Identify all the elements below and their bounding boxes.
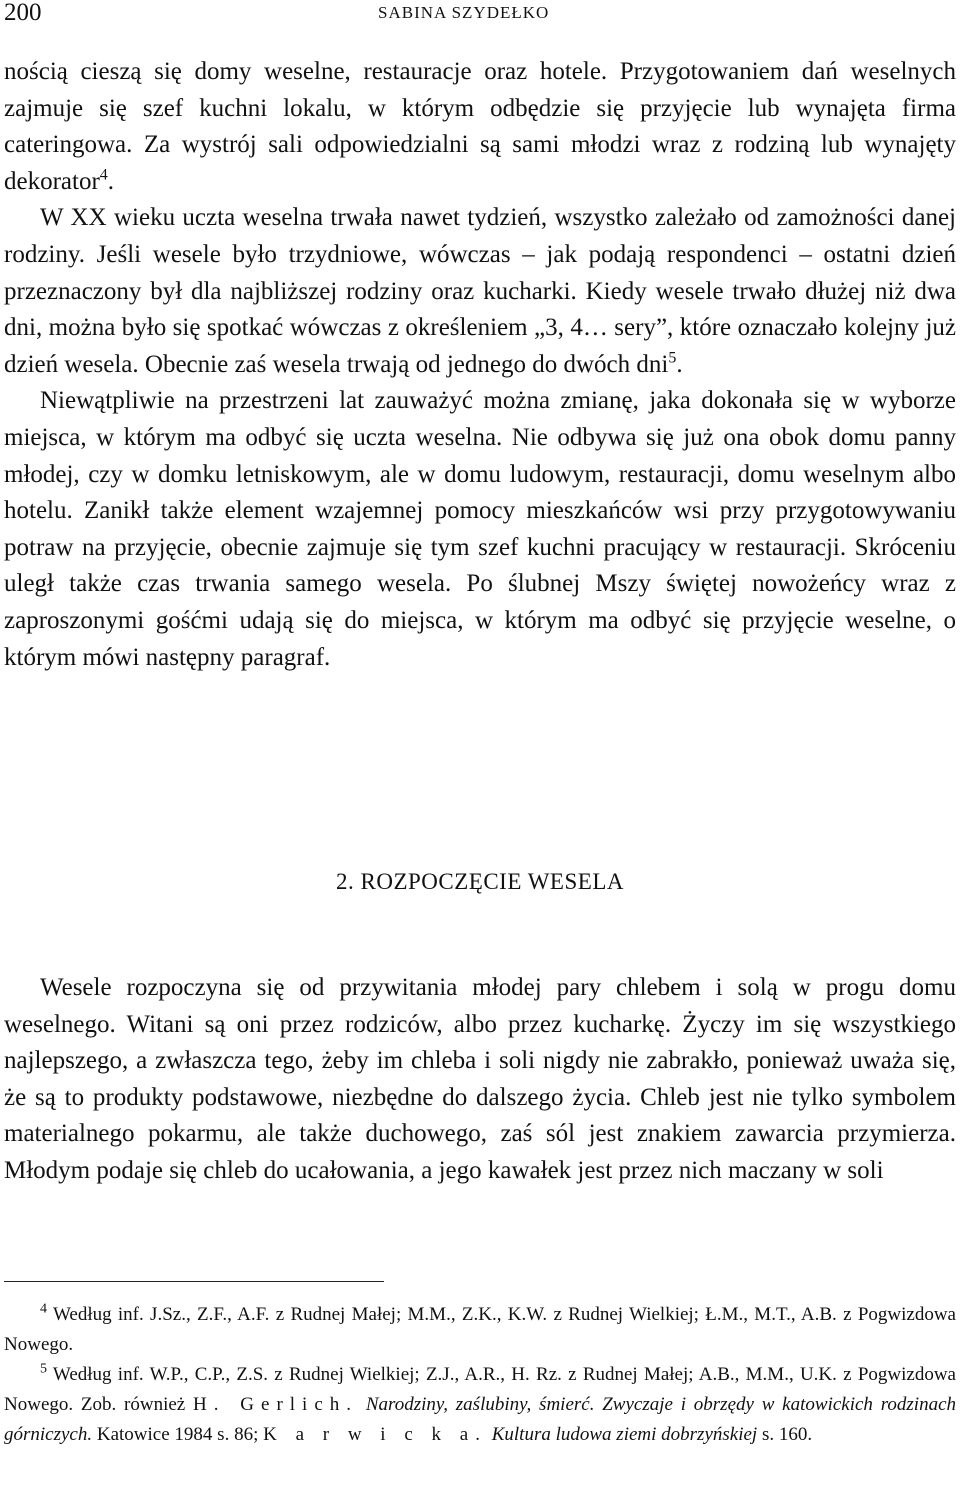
paragraph-2 — [4, 200, 956, 383]
footnote-5-author-1: H. Gerlich. — [193, 1394, 359, 1415]
footnote-ref-4[interactable]: 4 — [99, 166, 108, 184]
paragraph-2-end: . — [676, 350, 683, 378]
footnotes — [4, 1300, 956, 1450]
footnote-5-title-1: Narodziny, zaślubiny, śmierć. Zwyczaje i obrzędy w katowickich rodzinach górniczych. — [4, 1394, 957, 1445]
paragraph-3: Niewątpliwie na przestrzeni lat zauważyć można zmianę, jaka dokonała się w wyborze miejsca, w którym ma odbyć się uczta weselna. Nie odbywa się już ona obok domu panny młodej, czy w domku letniskowym, ale w domu ludowym, restauracji, domu weselnym albo hotelu. Zanikł także element wzajemnej pomocy mieszkańców wsi przy przygotowywaniu potraw na przyjęcie, obecnie zajmuje się tym szef kuchni pracujący w restauracji. Skróceniu uległ także czas trwania samego wesela. Po ślubnej Mszy świętej nowożeńcy wraz z zaproszonymi gośćmi udają się do miejsca, w którym ma odbyć się przyjęcie weselne, o którym mówi następny paragraf. — [4, 387, 956, 671]
footnote-5-text-c: s. 160. — [761, 1424, 813, 1445]
paragraph-4: Wesele rozpoczyna się od przywitania młodej pary chlebem i solą w progu domu weselnego. Witani są oni przez rodziców, albo przez kucharkę. Życzy im się wszystkiego najlepszego, a zwłaszcza tego, żeby im chleba i soli nigdy nie zabrakło, ponieważ uważa się, że są to produkty podstawowe, niezbędne do dalszego życia. Chleb jest nie tylko symbolem materialnego pokarmu, ale także duchowego, zaś sól jest znakiem zawarcia przymierza. Młodym podaje się chleb do ucałowania, a jego kawałek jest przez nich maczany w soli — [4, 974, 956, 1184]
footnote-divider — [4, 1281, 384, 1282]
footnote-5-title-2: Kultura ludowa ziemi dobrzyńskiej — [491, 1424, 758, 1445]
footnote-4-text: Według inf. J.Sz., Z.F., A.F. z Rudnej Małej; M.M., Z.K., K.W. z Rudnej Wielkiej; Ł.M., M.T., A.B. z Pogwizdowa Nowego. — [4, 1304, 956, 1355]
section-title: 2. ROZPOCZĘCIE WESELA — [336, 869, 624, 894]
main-text-lower — [4, 970, 956, 1190]
paragraph-1-text: nością cieszą się domy weselne, restauracje oraz hotele. Przygotowaniem dań weselnych zajmuje się szef kuchni lokalu, w którym odbędzie się przyjęcie lub wynajęta firma cateringowa. Za wystrój sali odpowiedzialni są sami młodzi wraz z rodziną lub wynajęty dekorator — [4, 58, 956, 195]
page-header — [2, 0, 958, 36]
footnote-5 — [4, 1360, 956, 1450]
page-number: 200 — [4, 0, 42, 26]
main-text-upper — [4, 54, 956, 676]
footnote-4 — [4, 1300, 956, 1360]
paragraph-1-end: . — [107, 167, 115, 195]
footnote-5-text-b: Katowice 1984 s. 86; — [96, 1424, 259, 1445]
paragraph-1 — [4, 54, 956, 200]
footnote-4-mark: 4 — [40, 1301, 47, 1317]
footnote-5-author-2: K a r w i c k a. — [263, 1424, 487, 1445]
running-head: SABINA SZYDEŁKO — [378, 3, 550, 22]
footnote-5-mark: 5 — [40, 1361, 47, 1377]
footnote-5-text: Według inf. W.P., C.P., Z.S. z Rudnej Wielkiej; Z.J., A.R., H. Rz. z Rudnej Małej; A.B., M.M., U.K. z Pogwizdowa Nowego. Zob. również — [4, 1364, 956, 1415]
footnote-ref-5[interactable]: 5 — [668, 349, 677, 367]
paragraph-2-text: W XX wieku uczta weselna trwała nawet tydzień, wszystko zależało od zamożności danej rodziny. Jeśli wesele było trzydniowe, wówczas – jak podają respondenci – ostatni dzień przeznaczony był dla najbliższej rodziny oraz kucharki. Kiedy wesele trwało dłużej niż dwa dni, można było się spotkać wówczas z określeniem „3, 4… sery”, które oznaczało kolejny już dzień wesela. Obecnie zaś wesela trwają od jednego do dwóch dni — [4, 204, 956, 378]
